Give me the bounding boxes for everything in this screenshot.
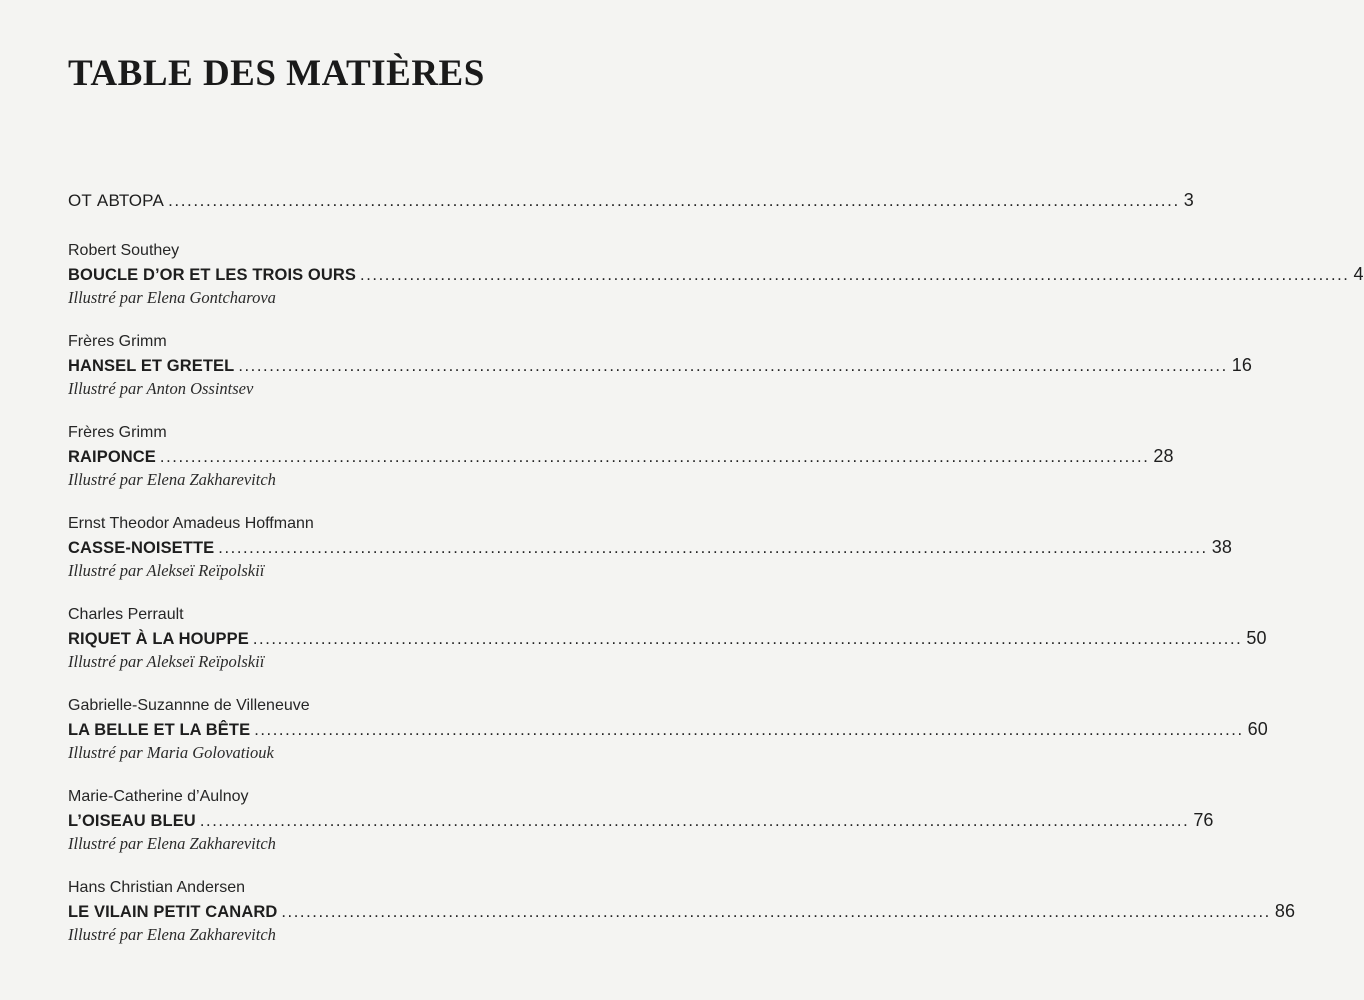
entry-page-number: 76 xyxy=(1193,810,1214,830)
toc-entry xyxy=(68,604,1267,673)
entry-title: RIQUET À LA HOUPPE xyxy=(68,630,249,648)
dot-leader: ................................................................................................................................................................ xyxy=(168,191,1180,210)
toc-entry xyxy=(68,695,1268,764)
entry-page-number: 28 xyxy=(1153,446,1174,466)
entry-page-number: 86 xyxy=(1274,901,1296,921)
entry-author: Marie-Catherine d’Aulnoy xyxy=(68,788,249,805)
entry-page-number: 16 xyxy=(1231,355,1253,375)
page-title: TABLE DES MATIÈRES xyxy=(68,53,485,94)
entry-illustrator: Illustré par Anton Ossintsev xyxy=(68,379,254,398)
entry-title: BOUCLE D’OR ET LES TROIS OURS xyxy=(68,266,357,284)
entry-page-number: 38 xyxy=(1211,537,1232,557)
entry-illustrator: Illustré par Elena Zakharevitch xyxy=(68,925,276,944)
entry-illustrator: Illustré par Elena Gontcharova xyxy=(68,288,276,307)
entry-illustrator: Illustré par Maria Golovatiouk xyxy=(68,743,274,762)
entry-illustrator: Illustré par Alekseï Reïpolskiï xyxy=(68,652,265,671)
entry-title-line xyxy=(68,444,1174,469)
toc-entry xyxy=(68,331,1253,400)
entry-author: Frères Grimm xyxy=(68,424,167,441)
toc-entry xyxy=(68,513,1232,582)
dot-leader: ................................................................................................................................................................ xyxy=(199,812,1190,830)
entry-title: RAIPONCE xyxy=(68,448,156,466)
entry-author: Frères Grimm xyxy=(68,333,167,350)
entry-title: LA BELLE ET LA BÊTE xyxy=(68,721,251,739)
entry-title-line xyxy=(68,626,1267,651)
entry-page-number: 4 xyxy=(1353,264,1364,284)
entry-title-line xyxy=(68,353,1253,378)
entry-author: Charles Perrault xyxy=(68,606,184,623)
entry-illustrator: Illustré par Elena Zakharevitch xyxy=(68,834,276,853)
entry-author: Gabrielle-Suzannne de Villeneuve xyxy=(68,697,310,714)
preface-title: ОТ АВТОРА xyxy=(68,191,165,210)
preface-entry xyxy=(68,190,1194,211)
entry-title-line xyxy=(68,899,1296,924)
toc-entry xyxy=(68,877,1296,946)
toc-entry xyxy=(68,786,1214,855)
entry-illustrator: Illustré par Elena Zakharevitch xyxy=(68,470,276,489)
table-of-contents xyxy=(68,190,1364,944)
entry-author: Hans Christian Andersen xyxy=(68,879,245,896)
dot-leader: ................................................................................................................................................................ xyxy=(252,630,1243,648)
dot-leader: ................................................................................................................................................................ xyxy=(281,903,1271,921)
entry-title: L’OISEAU BLEU xyxy=(68,812,196,830)
entry-author: Robert Southey xyxy=(68,242,180,259)
entry-title: HANSEL ET GRETEL xyxy=(68,357,235,375)
entry-illustrator: Illustré par Alekseï Reïpolskiï xyxy=(68,561,265,580)
entry-title-line xyxy=(68,808,1214,833)
entry-page-number: 60 xyxy=(1247,719,1268,739)
preface-page-number: 3 xyxy=(1183,190,1194,210)
toc-entry xyxy=(68,422,1174,491)
dot-leader: ................................................................................................................................................................ xyxy=(218,539,1208,557)
dot-leader: ................................................................................................................................................................ xyxy=(254,721,1244,739)
entry-page-number: 50 xyxy=(1246,628,1267,648)
entry-author: Ernst Theodor Amadeus Hoffmann xyxy=(68,515,314,532)
dot-leader: ................................................................................................................................................................ xyxy=(159,448,1150,466)
entry-title-line xyxy=(68,717,1268,742)
entry-title: CASSE-NOISETTE xyxy=(68,539,215,557)
entry-title: LE VILAIN PETIT CANARD xyxy=(68,903,278,921)
entry-title-line xyxy=(68,535,1232,560)
toc-entry xyxy=(68,240,1364,309)
entry-title-line xyxy=(68,262,1364,287)
dot-leader: ................................................................................................................................................................ xyxy=(360,266,1350,284)
dot-leader: ................................................................................................................................................................ xyxy=(238,357,1228,375)
